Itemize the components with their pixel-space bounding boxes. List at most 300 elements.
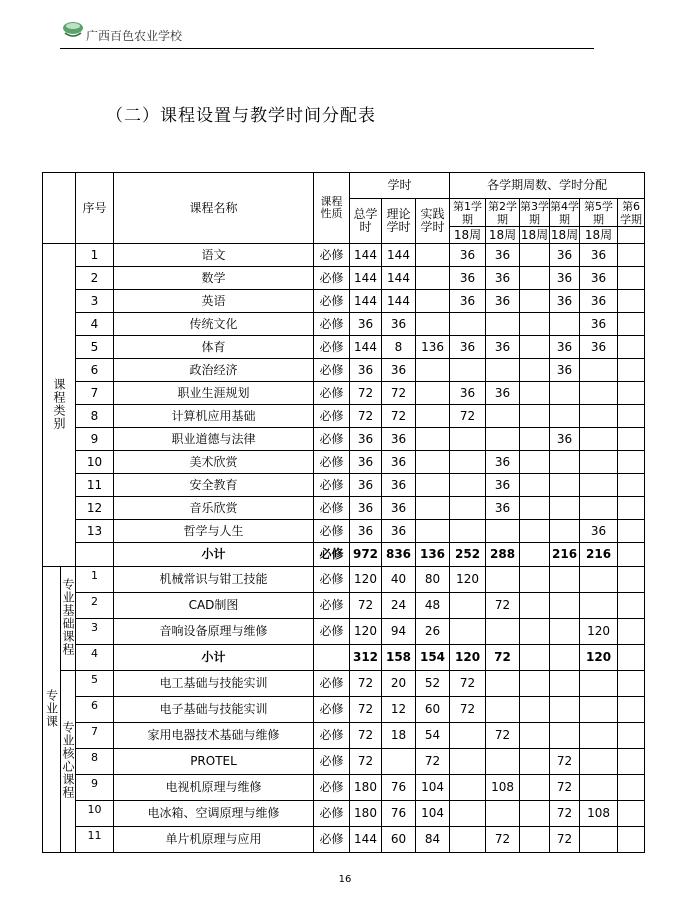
value-cell-p (416, 520, 450, 543)
table-row (43, 267, 645, 290)
value-cell-s4: 36 (550, 428, 580, 451)
table-row (43, 428, 645, 451)
value-cell-s5: 108 (580, 801, 618, 827)
category-prof-basic-text: 专业基础课程 (61, 578, 75, 656)
table-row (43, 244, 645, 267)
value-cell-s4: 36 (550, 359, 580, 382)
value-cell-s1: 36 (450, 382, 486, 405)
value-cell-s6 (618, 749, 645, 775)
seq-cell: 6 (76, 359, 114, 382)
value-cell-s1: 120 (450, 567, 486, 593)
value-cell-s6 (618, 619, 645, 645)
course-type-cell: 必修 (314, 697, 350, 723)
table-row (43, 313, 645, 336)
value-cell-s3 (520, 290, 550, 313)
value-cell-s6 (618, 405, 645, 428)
value-cell-s1: 72 (450, 671, 486, 697)
value-cell-s2: 72 (486, 723, 520, 749)
value-cell-s1: 72 (450, 697, 486, 723)
course-type-cell: 必修 (314, 451, 350, 474)
section-title: （二）课程设置与教学时间分配表 (106, 106, 376, 126)
value-cell-s6 (618, 645, 645, 671)
value-cell-s4 (550, 567, 580, 593)
value-cell-s3 (520, 451, 550, 474)
col-header-theory (382, 199, 416, 244)
sem-4-weeks: 18周 (550, 227, 579, 242)
value-cell-th: 72 (382, 382, 416, 405)
value-cell-s3 (520, 474, 550, 497)
value-cell-t: 36 (350, 497, 382, 520)
value-cell-s1 (450, 723, 486, 749)
value-cell-s1: 252 (450, 543, 486, 567)
sem-2-weeks: 18周 (486, 227, 520, 244)
value-cell-t: 72 (350, 593, 382, 619)
value-cell-s1 (450, 801, 486, 827)
value-cell-p (416, 474, 450, 497)
subtotal-row (43, 543, 645, 567)
value-cell-s2 (486, 520, 520, 543)
value-cell-s1 (450, 520, 486, 543)
value-cell-p: 52 (416, 671, 450, 697)
value-cell-s4 (550, 619, 580, 645)
value-cell-s5 (580, 723, 618, 749)
value-cell-p (416, 290, 450, 313)
value-cell-s3 (520, 382, 550, 405)
table-row (43, 497, 645, 520)
value-cell-s5: 36 (580, 267, 618, 290)
school-logo-icon (62, 21, 84, 39)
table-row (43, 336, 645, 359)
value-cell-th: 836 (382, 543, 416, 567)
value-cell-s6 (618, 723, 645, 749)
value-cell-s4 (550, 497, 580, 520)
value-cell-s2: 36 (486, 267, 520, 290)
sem-6-name: 第6学期 (618, 199, 645, 227)
course-name-cell: 小计 (114, 645, 314, 671)
value-cell-s3 (520, 428, 550, 451)
value-cell-s5 (580, 497, 618, 520)
value-cell-th: 158 (382, 645, 416, 671)
course-name-cell: CAD制图 (114, 593, 314, 619)
course-type-cell: 必修 (314, 428, 350, 451)
seq-cell: 8 (76, 405, 114, 428)
value-cell-s1: 36 (450, 290, 486, 313)
course-name-cell: PROTEL (114, 749, 314, 775)
course-name-cell: 英语 (114, 290, 314, 313)
value-cell-s5: 36 (580, 244, 618, 267)
seq-cell: 3 (76, 290, 114, 313)
value-cell-t: 36 (350, 359, 382, 382)
sem-4-name: 第4学期 (550, 199, 580, 226)
value-cell-s3 (520, 313, 550, 336)
course-name-cell: 电子基础与技能实训 (114, 697, 314, 723)
value-cell-th: 18 (382, 723, 416, 749)
value-cell-s3 (520, 497, 550, 520)
course-type-cell: 必修 (314, 567, 350, 593)
value-cell-s5 (580, 749, 618, 775)
value-cell-s5 (580, 671, 618, 697)
value-cell-p (416, 244, 450, 267)
course-name-cell: 体育 (114, 336, 314, 359)
category-corner (43, 173, 76, 244)
value-cell-s6 (618, 267, 645, 290)
col-header-nature (314, 173, 350, 244)
value-cell-s6 (618, 428, 645, 451)
course-name-cell: 电视机原理与维修 (114, 775, 314, 801)
page-number: 16 (338, 874, 352, 885)
value-cell-s6 (618, 520, 645, 543)
table-row (43, 593, 645, 619)
col-header-seq: 序号 (76, 173, 114, 244)
value-cell-s1 (450, 428, 486, 451)
value-cell-s3 (520, 697, 550, 723)
seq-cell: 2 (76, 267, 114, 290)
seq-cell: 7 (76, 723, 114, 749)
value-cell-th: 8 (382, 336, 416, 359)
value-cell-s2: 288 (486, 543, 520, 567)
course-name-cell: 语文 (114, 244, 314, 267)
value-cell-s2: 36 (486, 336, 520, 359)
sem-2-name: 第2学期 (486, 199, 520, 227)
value-cell-s3 (520, 567, 550, 593)
value-cell-s5 (580, 697, 618, 723)
table-row (43, 619, 645, 645)
value-cell-s1 (450, 359, 486, 382)
seq-cell: 13 (76, 520, 114, 543)
value-cell-s6 (618, 474, 645, 497)
value-cell-p: 26 (416, 619, 450, 645)
seq-cell: 7 (76, 382, 114, 405)
course-name-cell: 电冰箱、空调原理与维修 (114, 801, 314, 827)
value-cell-s4: 72 (550, 801, 580, 827)
value-cell-s6 (618, 382, 645, 405)
value-cell-p (416, 382, 450, 405)
value-cell-s5: 36 (580, 290, 618, 313)
value-cell-th: 76 (382, 775, 416, 801)
value-cell-s5 (580, 827, 618, 853)
value-cell-s5 (580, 474, 618, 497)
sem-1-weeks: 18周 (450, 227, 486, 244)
value-cell-s4 (550, 382, 580, 405)
value-cell-s5 (580, 567, 618, 593)
value-cell-s3 (520, 359, 550, 382)
value-cell-p: 72 (416, 749, 450, 775)
value-cell-t: 972 (350, 543, 382, 567)
value-cell-th: 76 (382, 801, 416, 827)
course-type-cell: 必修 (314, 520, 350, 543)
table-row (43, 567, 645, 593)
value-cell-s2 (486, 697, 520, 723)
value-cell-s2: 36 (486, 290, 520, 313)
value-cell-s3 (520, 671, 550, 697)
value-cell-s5 (580, 405, 618, 428)
seq-cell-empty (76, 543, 114, 567)
table-row (43, 290, 645, 313)
course-name-cell: 计算机应用基础 (114, 405, 314, 428)
value-cell-s3 (520, 267, 550, 290)
value-cell-p: 136 (416, 336, 450, 359)
value-cell-s2 (486, 671, 520, 697)
value-cell-t: 144 (350, 827, 382, 853)
value-cell-t: 72 (350, 749, 382, 775)
value-cell-s2: 36 (486, 244, 520, 267)
table-row (43, 405, 645, 428)
course-name-cell: 家用电器技术基础与维修 (114, 723, 314, 749)
course-name-cell: 小计 (114, 543, 314, 567)
table-row (43, 359, 645, 382)
seq-cell: 5 (76, 336, 114, 359)
value-cell-p: 136 (416, 543, 450, 567)
value-cell-s4 (550, 474, 580, 497)
value-cell-p: 104 (416, 775, 450, 801)
course-schedule-table (42, 172, 645, 853)
value-cell-s1 (450, 497, 486, 520)
value-cell-s6 (618, 671, 645, 697)
value-cell-s1 (450, 451, 486, 474)
course-type-cell: 必修 (314, 474, 350, 497)
sem-3-name: 第3学期 (520, 199, 550, 226)
value-cell-s4: 36 (550, 290, 580, 313)
value-cell-t: 144 (350, 336, 382, 359)
seq-cell: 8 (76, 749, 114, 775)
value-cell-th: 40 (382, 567, 416, 593)
course-type-cell: 必修 (314, 405, 350, 428)
value-cell-s4: 36 (550, 336, 580, 359)
value-cell-s2: 36 (486, 474, 520, 497)
col-header-name: 课程名称 (114, 173, 314, 244)
course-type-cell: 必修 (314, 497, 350, 520)
value-cell-s2: 72 (486, 827, 520, 853)
value-cell-s6 (618, 567, 645, 593)
table-row (43, 827, 645, 853)
value-cell-s6 (618, 336, 645, 359)
value-cell-s5: 36 (580, 520, 618, 543)
value-cell-t: 144 (350, 267, 382, 290)
value-cell-s1 (450, 749, 486, 775)
course-name-cell: 政治经济 (114, 359, 314, 382)
value-cell-th: 12 (382, 697, 416, 723)
course-type-cell (314, 645, 350, 671)
seq-cell: 1 (76, 567, 114, 593)
value-cell-th: 24 (382, 593, 416, 619)
value-cell-s2 (486, 567, 520, 593)
course-name-cell: 传统文化 (114, 313, 314, 336)
course-name-cell: 机械常识与钳工技能 (114, 567, 314, 593)
course-type-cell: 必修 (314, 593, 350, 619)
seq-cell: 2 (76, 593, 114, 619)
seq-cell: 10 (76, 801, 114, 827)
value-cell-p: 60 (416, 697, 450, 723)
value-cell-s4: 36 (550, 244, 580, 267)
value-cell-t: 72 (350, 382, 382, 405)
course-name-cell: 职业道德与法律 (114, 428, 314, 451)
value-cell-s2 (486, 405, 520, 428)
value-cell-s2: 36 (486, 497, 520, 520)
value-cell-t: 120 (350, 567, 382, 593)
value-cell-t: 72 (350, 671, 382, 697)
seq-cell: 9 (76, 775, 114, 801)
course-type-cell: 必修 (314, 671, 350, 697)
value-cell-s4 (550, 697, 580, 723)
header-row-1 (43, 173, 645, 199)
value-cell-s3 (520, 801, 550, 827)
sem-3-weeks: 18周 (520, 227, 549, 242)
value-cell-s1 (450, 775, 486, 801)
value-cell-s5 (580, 593, 618, 619)
value-cell-p: 154 (416, 645, 450, 671)
value-cell-t: 72 (350, 405, 382, 428)
value-cell-s3 (520, 749, 550, 775)
value-cell-s2 (486, 801, 520, 827)
course-type-cell: 必修 (314, 290, 350, 313)
seq-cell: 10 (76, 451, 114, 474)
school-name: 广西百色农业学校 (86, 29, 183, 43)
table-row (43, 749, 645, 775)
value-cell-s1: 36 (450, 244, 486, 267)
value-cell-t: 36 (350, 520, 382, 543)
value-cell-s2: 72 (486, 593, 520, 619)
value-cell-s5: 120 (580, 619, 618, 645)
value-cell-s2 (486, 359, 520, 382)
seq-cell: 9 (76, 428, 114, 451)
value-cell-s4: 72 (550, 827, 580, 853)
table-row (43, 382, 645, 405)
value-cell-p: 80 (416, 567, 450, 593)
value-cell-s6 (618, 359, 645, 382)
value-cell-s1 (450, 593, 486, 619)
value-cell-s4: 72 (550, 775, 580, 801)
value-cell-s3 (520, 827, 550, 853)
value-cell-t: 180 (350, 801, 382, 827)
table-row (43, 671, 645, 697)
value-cell-s2: 36 (486, 382, 520, 405)
value-cell-t: 144 (350, 244, 382, 267)
course-type-cell: 必修 (314, 749, 350, 775)
seq-cell: 6 (76, 697, 114, 723)
value-cell-s5: 120 (580, 645, 618, 671)
value-cell-s1 (450, 474, 486, 497)
value-cell-s1 (450, 619, 486, 645)
value-cell-s1 (450, 827, 486, 853)
value-cell-t: 36 (350, 474, 382, 497)
value-cell-t: 36 (350, 451, 382, 474)
value-cell-th: 94 (382, 619, 416, 645)
table-row (43, 801, 645, 827)
header-rule (60, 48, 594, 49)
course-name-cell: 安全教育 (114, 474, 314, 497)
value-cell-t: 36 (350, 428, 382, 451)
value-cell-s4 (550, 520, 580, 543)
value-cell-s1: 120 (450, 645, 486, 671)
course-name-cell: 数学 (114, 267, 314, 290)
category-professional (43, 567, 61, 853)
value-cell-s4 (550, 671, 580, 697)
course-type-cell: 必修 (314, 775, 350, 801)
course-type-cell: 必修 (314, 244, 350, 267)
sem-1-name: 第1学期 (450, 199, 486, 227)
value-cell-s5: 36 (580, 336, 618, 359)
table-row (43, 520, 645, 543)
value-cell-s4 (550, 451, 580, 474)
value-cell-s3 (520, 543, 550, 567)
col-header-hours: 学时 (350, 173, 450, 199)
value-cell-p (416, 428, 450, 451)
course-name-cell: 哲学与人生 (114, 520, 314, 543)
seq-cell: 11 (76, 827, 114, 853)
course-name-cell: 电工基础与技能实训 (114, 671, 314, 697)
value-cell-t: 180 (350, 775, 382, 801)
value-cell-t: 72 (350, 697, 382, 723)
value-cell-s6 (618, 313, 645, 336)
category-prof-core-text: 专业核心课程 (61, 721, 75, 799)
value-cell-s3 (520, 645, 550, 671)
value-cell-s3 (520, 520, 550, 543)
course-type-cell: 必修 (314, 619, 350, 645)
value-cell-s4: 216 (550, 543, 580, 567)
seq-cell: 1 (76, 244, 114, 267)
value-cell-p: 54 (416, 723, 450, 749)
course-type-cell: 必修 (314, 313, 350, 336)
value-cell-th: 72 (382, 405, 416, 428)
course-name-cell: 美术欣赏 (114, 451, 314, 474)
value-cell-t: 120 (350, 619, 382, 645)
value-cell-s6 (618, 697, 645, 723)
value-cell-s4 (550, 593, 580, 619)
value-cell-s3 (520, 723, 550, 749)
course-name-cell: 音响设备原理与维修 (114, 619, 314, 645)
value-cell-p: 84 (416, 827, 450, 853)
value-cell-th: 144 (382, 290, 416, 313)
value-cell-s4 (550, 645, 580, 671)
value-cell-s2 (486, 428, 520, 451)
value-cell-s5 (580, 382, 618, 405)
value-cell-th (382, 749, 416, 775)
value-cell-s5 (580, 428, 618, 451)
course-type-cell: 必修 (314, 543, 350, 567)
value-cell-p: 48 (416, 593, 450, 619)
value-cell-s5 (580, 359, 618, 382)
value-cell-s2: 72 (486, 645, 520, 671)
value-cell-t: 144 (350, 290, 382, 313)
value-cell-s1: 36 (450, 336, 486, 359)
category-professional-text: 专业课 (44, 688, 59, 728)
col-header-total-text: 总学时 (353, 207, 378, 234)
value-cell-s1: 36 (450, 267, 486, 290)
course-name-cell: 单片机原理与应用 (114, 827, 314, 853)
value-cell-t: 36 (350, 313, 382, 336)
table-row (43, 451, 645, 474)
col-header-semesters: 各学期周数、学时分配 (450, 173, 645, 199)
course-type-cell: 必修 (314, 801, 350, 827)
value-cell-th: 36 (382, 313, 416, 336)
value-cell-s2 (486, 619, 520, 645)
table-row (43, 723, 645, 749)
value-cell-s1: 72 (450, 405, 486, 428)
sem-5-weeks: 18周 (580, 227, 618, 244)
category-prof-basic (61, 567, 76, 671)
value-cell-s4 (550, 405, 580, 428)
value-cell-s6 (618, 290, 645, 313)
value-cell-s2 (486, 749, 520, 775)
table-row (43, 775, 645, 801)
value-cell-th: 36 (382, 428, 416, 451)
value-cell-s5: 36 (580, 313, 618, 336)
value-cell-s6 (618, 775, 645, 801)
value-cell-p (416, 451, 450, 474)
value-cell-th: 36 (382, 497, 416, 520)
page-header (60, 18, 594, 52)
course-name-cell: 音乐欣赏 (114, 497, 314, 520)
